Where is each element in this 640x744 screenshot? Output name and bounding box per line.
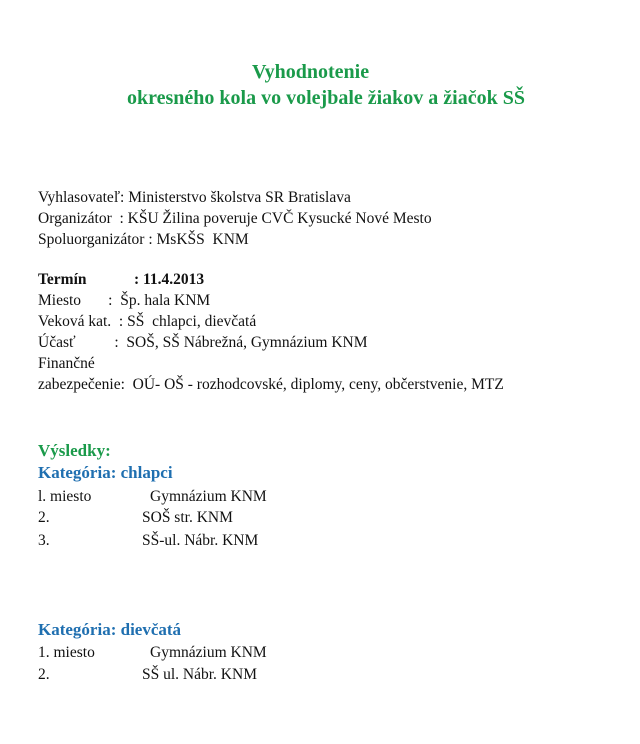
term-label: Termín (38, 271, 87, 288)
result-team: SŠ-ul. Nábr. KNM (142, 532, 259, 549)
result-place: 2. (38, 509, 50, 526)
girls-result-row (38, 665, 257, 685)
boys-category-heading: Kategória: chlapci (38, 463, 173, 482)
term-line (38, 270, 204, 290)
term-value: : 11.4.2013 (134, 271, 205, 288)
result-team: SŠ ul. Nábr. KNM (142, 666, 257, 683)
document-subtitle: okresného kola vo volejbale žiakov a žiačok SŠ (127, 87, 525, 109)
results-heading: Výsledky: (38, 441, 111, 460)
funding-line-1: Finančné (38, 355, 95, 372)
result-team: Gymnázium KNM (150, 488, 267, 505)
co-organizer-line: Spoluorganizátor : MsKŠS KNM (38, 231, 249, 248)
result-team: SOŠ str. KNM (142, 509, 233, 526)
result-place: 1. miesto (38, 644, 95, 661)
girls-result-row (38, 643, 267, 663)
result-place: 3. (38, 532, 50, 549)
organizer-line: Organizátor : KŠU Žilina poveruje CVČ Kysucké Nové Mesto (38, 210, 432, 227)
participation-line: Účasť : SOŠ, SŠ Nábrežná, Gymnázium KNM (38, 334, 368, 351)
result-place: 2. (38, 666, 50, 683)
age-category-line: Veková kat. : SŠ chlapci, dievčatá (38, 313, 257, 330)
boys-result-row (38, 508, 233, 528)
document-title: Vyhodnotenie (252, 61, 370, 83)
girls-category-heading: Kategória: dievčatá (38, 620, 182, 639)
funding-line-2: zabezpečenie: OÚ- OŠ - rozhodcovské, diplomy, ceny, občerstvenie, MTZ (38, 376, 504, 393)
announcer-line: Vyhlasovateľ: Ministerstvo školstva SR Bratislava (38, 189, 351, 206)
boys-result-row (38, 487, 267, 507)
result-team: Gymnázium KNM (150, 644, 267, 661)
place-line: Miesto : Šp. hala KNM (38, 292, 211, 309)
boys-result-row (38, 531, 258, 551)
result-place: l. miesto (38, 488, 92, 505)
